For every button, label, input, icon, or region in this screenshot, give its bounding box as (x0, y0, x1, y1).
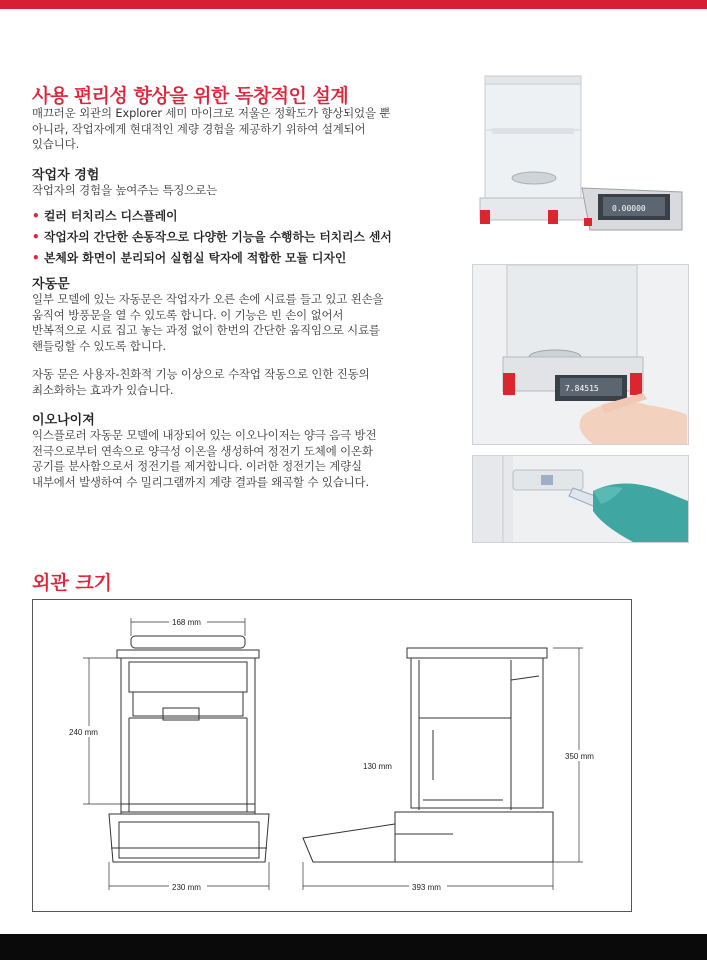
dim-depth: 393 mm (412, 883, 441, 892)
feature-item: • 컬러 터치리스 디스플레이 (32, 208, 392, 229)
door-line: 최소화하는 효과가 있습니다. (32, 382, 174, 397)
intro-paragraph (32, 106, 452, 153)
feature-list (32, 208, 392, 271)
bottom-bar (0, 934, 707, 960)
auto-door-paragraph-2 (32, 367, 452, 398)
page-title: 사용 편리성 향상을 위한 독창적인 설계 (32, 85, 349, 107)
dim-chamber-height: 130 mm (363, 762, 392, 771)
ionizer-line: 공기를 분사함으로서 정전기를 제거합니다. 이러한 정전기는 계량실 (32, 459, 362, 474)
dim-base-width: 230 mm (172, 883, 201, 892)
top-accent-bar (0, 0, 707, 9)
dimensions-diagram (32, 599, 632, 912)
door-line: 일부 모델에 있는 자동문은 작업자가 오른 손에 시료를 들고 있고 왼손을 (32, 292, 384, 306)
door-line: 움직여 방풍문을 열 수 있도록 합니다. 이 기능은 빈 손이 없어서 (32, 307, 344, 322)
dimension-drawing (33, 600, 631, 911)
intro-line: 아니라, 작업자에게 현대적인 계량 경험을 제공하기 위하여 설계되어 (32, 121, 366, 136)
ionizer-paragraph (32, 428, 452, 490)
door-line: 반복적으로 시료 집고 놓는 과정 없이 한번의 간단한 움직임으로 시료를 (32, 323, 380, 338)
dim-top-width: 168 mm (172, 618, 201, 627)
feature-item: • 본체와 화면이 분리되어 실험실 탁자에 적합한 모듈 디자인 (32, 250, 392, 271)
auto-door-paragraph (32, 292, 452, 354)
dim-inner-height: 240 mm (69, 728, 98, 737)
intro-line: 매끄러운 외관의 Explorer 세미 마이크로 저울은 정확도가 향상되었을 뿐 (32, 106, 391, 120)
operator-lead-text: 작업자의 경험을 높여주는 특징으로는 (32, 183, 218, 197)
dimensions-heading: 외관 크기 (32, 572, 113, 594)
door-line: 자동 문은 사용자-친화적 기능 이상으로 수작업 작동으로 인한 진동의 (32, 367, 370, 381)
touchless-photo (472, 264, 689, 445)
feature-item: • 작업자의 간단한 손동작으로 다양한 기능을 수행하는 터치리스 센서 (32, 229, 392, 250)
operator-lead (32, 183, 452, 199)
ionizer-line: 익스플로러 자동문 모델에 내장되어 있는 이오나이저는 양극 음극 방전 (32, 428, 377, 442)
door-line: 핸들링할 수 있도록 합니다. (32, 338, 167, 353)
ionizer-line: 전극으로부터 연속으로 양극성 이온을 생성하여 정전기 도체에 이온화 (32, 443, 373, 458)
ionizer-line: 내부에서 발생하여 수 밀리그램까지 계량 결과를 왜곡할 수 있습니다. (32, 474, 369, 489)
display-reading: 0.00000 (612, 204, 646, 213)
dim-total-height: 350 mm (565, 752, 594, 761)
intro-line: 있습니다. (32, 137, 80, 152)
operator-heading: 작업자 경험 (32, 168, 100, 183)
auto-door-heading: 자동문 (32, 277, 70, 292)
ionizer-heading: 이오나이져 (32, 413, 95, 428)
ionizer-photo (472, 455, 689, 543)
display-reading-2: 7.84515 (565, 384, 599, 393)
balance-photo (472, 70, 687, 253)
